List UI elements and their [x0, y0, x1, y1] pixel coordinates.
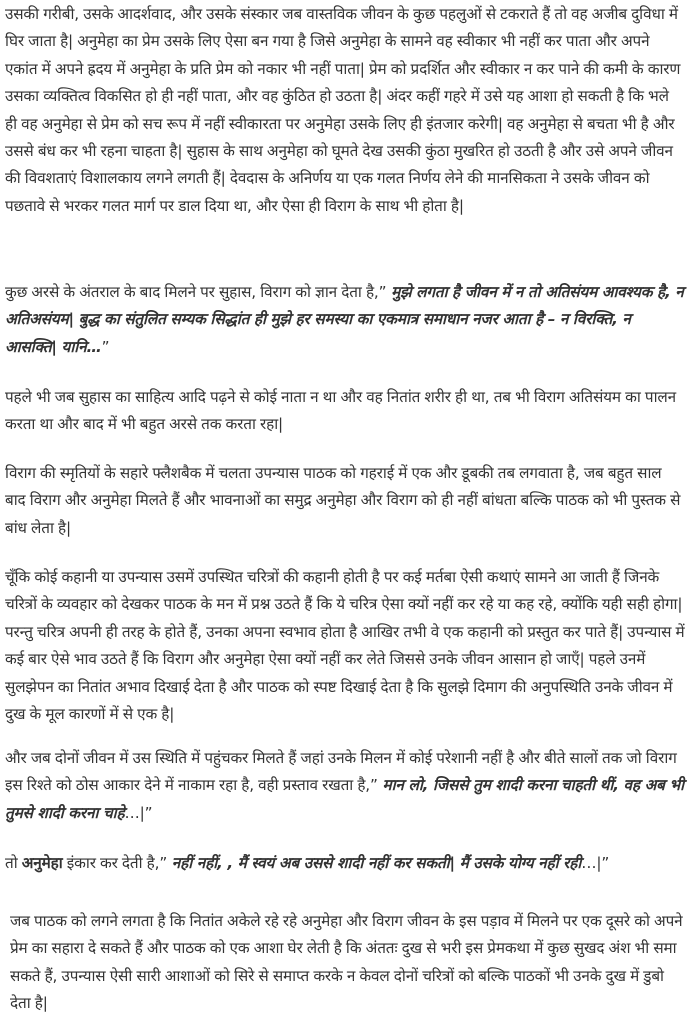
- paragraph-6-lead: और जब दोनों जीवन में उस स्थिति में पहुंचकर मिलते हैं जहां उनके मिलन में कोई परेशानी नहीं है और बीते सालों तक जो विराग इस रिश्ते को ठोस आकार देने में नाकाम रहा है, वही प्रस्ताव रखता है,”: [5, 749, 677, 795]
- paragraph-1: [5, 1, 685, 220]
- paragraph-7-mid: इंकार कर देती है,”: [62, 854, 168, 872]
- virag-quote: मान लो, जिससे तुम शादी करना चाहती थीं, वह अब भी तुमसे शादी करना चाहे: [5, 776, 684, 822]
- paragraph-6-close: …|”: [124, 803, 153, 822]
- paragraph-2-close: ”: [101, 337, 110, 356]
- paragraph-2-lead: कुछ अरसे के अंतराल के बाद मिलने पर सुहास, विराग को ज्ञान देता है,”: [5, 283, 387, 301]
- paragraph-3-text: पहले भी जब सुहास का साहित्य आदि पढ़ने से कोई नाता न था और वह नितांत शरीर ही था, तब भी विराग अतिसंयम का पालन करता था और बाद में भी बहुत अरसे तक करता रहा|: [5, 388, 676, 434]
- anumeha-quote: नहीं नहीं, , मैं स्वयं अब उससे शादी नहीं कर सकती| मैं उसके योग्य नहीं रही: [167, 854, 582, 872]
- paragraph-1-text: उसकी गरीबी, उसके आदर्शवाद, और उसके संस्कार जब वास्तविक जीवन के कुछ पहलुओं से टकराते हैं तो वह अजीब दुविधा में घिर जाता है| अनुमेहा का प्रेम उसके लिए ऐसा बन गया है जिसे अनुमेहा के सामने वह स्वीकार भी नहीं कर पाता और अपने एकांत में अपने ह्रदय में अनुमेहा के प्रति प्रेम को नकार भी नहीं पाता| प्रेम को प्रदर्शित और स्वीकार न कर पाने की कमी के कारण उसका व्यक्तित्व विकसित हो ही नहीं पाता, और वह कुंठित हो उठता है| अंदर कहीं गहरे में उसे यह आशा हो सकती है कि भले ही वह अनुमेहा से प्रेम को सच रूप में नहीं स्वीकारता पर अनुमेहा उसके लिए ही इंतजार करेगी| वह अनुमेहा से बचता भी है और उससे बंध कर भी रहना चाहता है| सुहास के साथ अनुमेहा को घूमते देख उसकी कुंठा मुखरित हो उठती है और उसे अपने जीवन की विवशताएं विशालकाय लगने लगती हैं| देवदास के अनिर्णय या एक गलत निर्णय लेने की मानसिकता ने उसके जीवन को पछतावे से भरकर गलत मार्ग पर डाल दिया था, और ऐसा ही विराग के साथ भी होता है|: [5, 5, 681, 215]
- anumeha-name: अनुमेहा: [21, 854, 63, 872]
- paragraph-4: [5, 460, 685, 542]
- paragraph-8: [10, 908, 685, 1018]
- paragraph-7-close: …|”: [581, 854, 610, 872]
- suhas-quote: मुझे लगता है जीवन में न तो अतिसंयम आवश्यक है, न अतिअसंयम| बुद्ध का संतुलित सम्यक सिद्धांत ही मुझे हर समस्या का एकमात्र समाधान नजर आता है – न विरक्ति, न आसक्ति| यानि…: [5, 283, 684, 356]
- paragraph-5-text: चूँकि कोई कहानी या उपन्यास उसमें उपस्थित चरित्रों की कहानी होती है पर कई मर्तबा ऐसी कथाएं सामने आ जाती हैं जिनके चरित्रों के व्यवहार को देखकर पाठक के मन में प्रश्न उठते हैं कि ये चरित्र ऐसा क्यों नहीं कर रहे या कह रहे, क्योंकि यही सही होगा| परन्तु चरित्र अपनी ही तरह के होते हैं, उनका अपना स्वभाव होता है आखिर तभी वे एक कहानी को प्रस्तुत कर पाते हैं| उपन्यास में कई बार ऐसे भाव उठते हैं कि विराग और अनुमेहा ऐसा क्यों नहीं कर लेते जिससे उनके जीवन आसान हो जाएँ| पहले उनमें सुलझेपन का नितांत अभाव दिखाई देता है और पाठक को स्पष्ट दिखाई देता है कि सुलझे दिमाग की अनुपस्थिति उनके जीवन में दुख के मूल कारणों में से एक है|: [5, 568, 685, 724]
- paragraph-5: [5, 564, 685, 728]
- paragraph-3: [5, 384, 685, 439]
- paragraph-7-lead: तो: [5, 854, 22, 872]
- paragraph-4-text: विराग की स्मृतियों के सहारे फ्लैशबैक में चलता उपन्यास पाठक को गहराई में एक और डूबकी तब लगवाता है, जब बहुत साल बाद विराग और अनुमेहा मिलते हैं और भावनाओं का समुद्र अनुमेहा और विराग को ही नहीं बांधता बल्कि पाठक को भी पुस्तक से बांध लेता है|: [5, 464, 681, 537]
- paragraph-8-text: जब पाठक को लगने लगता है कि नितांत अकेले रहे रहे अनुमेहा और विराग जीवन के इस पड़ाव में मिलने पर एक दूसरे को अपने प्रेम का सहारा दे सकते हैं और पाठक को एक आशा घेर लेती है कि अंततः दुख से भरी इस प्रेमकथा में कुछ सुखद अंश भी समा सकते हैं, उपन्यास ऐसी सारी आशाओं को सिरे से समाप्त करके न केवल दोनों चरित्रों को बल्कि पाठकों भी उनके दुख में डुबो देता है|: [10, 912, 683, 1013]
- paragraph-6: [5, 745, 685, 827]
- paragraph-2: [5, 279, 685, 361]
- paragraph-7: [5, 850, 685, 877]
